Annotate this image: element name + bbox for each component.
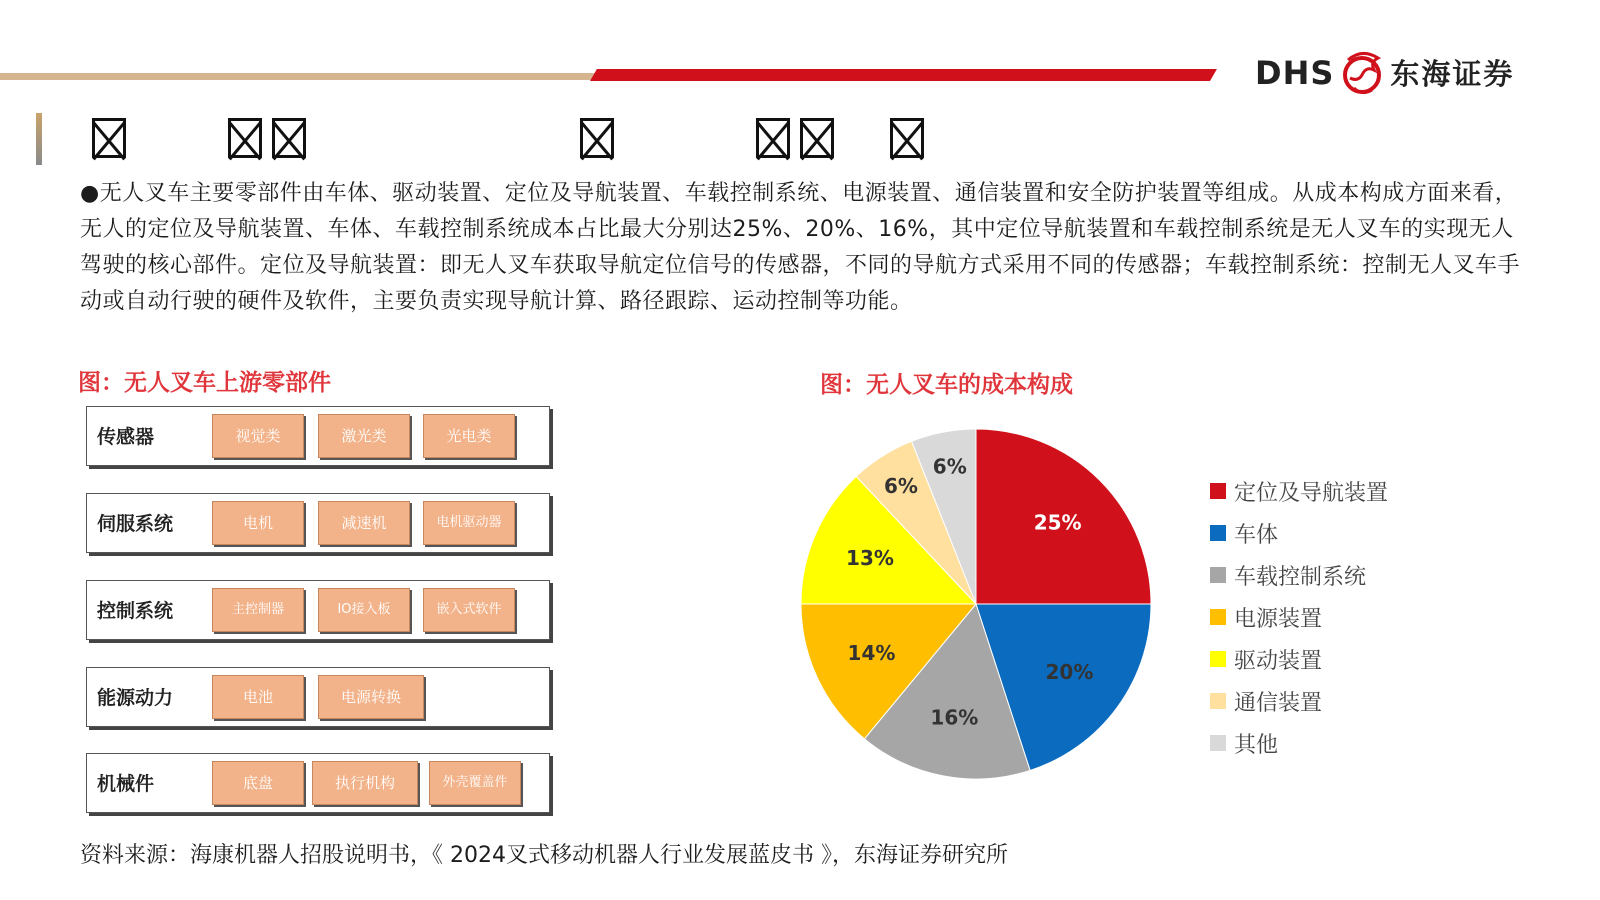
component-row	[86, 406, 550, 466]
legend-label: 车体	[1234, 522, 1279, 548]
component-category: 能源动力	[97, 687, 174, 709]
component-item: 执行机构	[312, 761, 418, 805]
legend-label: 电源装置	[1234, 606, 1323, 632]
missing-glyph-box	[580, 118, 614, 158]
component-item: 外壳覆盖件	[429, 761, 521, 805]
component-category: 伺服系统	[97, 513, 174, 535]
component-item: 主控制器	[212, 588, 304, 632]
legend-item	[1210, 680, 1388, 722]
legend-label: 车载控制系统	[1234, 564, 1367, 590]
components-figure-title: 图：无人叉车上游零部件	[78, 370, 331, 396]
header-gold-bar	[0, 73, 600, 80]
legend-label: 其他	[1234, 732, 1279, 758]
legend-label: 驱动装置	[1234, 648, 1323, 674]
component-item: 电源转换	[318, 675, 424, 719]
legend-label: 通信装置	[1234, 690, 1323, 716]
component-row	[86, 580, 550, 640]
legend-swatch	[1210, 609, 1226, 625]
component-row	[86, 753, 550, 813]
legend-swatch	[1210, 735, 1226, 751]
logo-chinese-text: 东海证券	[1390, 57, 1515, 91]
component-item: 减速机	[318, 501, 410, 545]
legend-item	[1210, 512, 1388, 554]
legend-item	[1210, 638, 1388, 680]
component-row	[86, 667, 550, 727]
logo-latin-text: DHS	[1255, 53, 1335, 92]
chart-title: 图：无人叉车的成本构成	[820, 372, 1073, 398]
title-accent-bar	[36, 113, 42, 165]
component-item: 电机	[212, 501, 304, 545]
component-item: 激光类	[318, 414, 410, 458]
component-row	[86, 493, 550, 553]
legend-item	[1210, 596, 1388, 638]
missing-glyph-box	[890, 118, 924, 158]
legend-swatch	[1210, 693, 1226, 709]
legend-item	[1210, 722, 1388, 764]
chart-legend	[1210, 470, 1388, 764]
intro-paragraph: ●无人叉车主要零部件由车体、驱动装置、定位及导航装置、车载控制系统、电源装置、通信装置和安全防护装置等组成。从成本构成方面来看，无人的定位及导航装置、车体、车载控制系统成本占比最大分别达25%、20%、16%，其中定位导航装置和车载控制系统是无人叉车的实现无人驾驶的核心部件。定位及导航装置：即无人叉车获取导航定位信号的传感器，不同的导航方式采用不同的传感器；车载控制系统：控制无人叉车手动或自动行驶的硬件及软件，主要负责实现导航计算、路径跟踪、运动控制等功能。	[80, 181, 1521, 314]
missing-glyph-box	[228, 118, 262, 158]
pie-data-label: 13%	[846, 546, 894, 571]
missing-glyph-box	[272, 118, 306, 158]
pie-data-label: 25%	[1033, 510, 1082, 535]
header-red-bar	[590, 69, 1217, 81]
component-item: 嵌入式软件	[423, 588, 515, 632]
legend-swatch	[1210, 525, 1226, 541]
component-category: 控制系统	[97, 600, 174, 622]
pie-data-label: 20%	[1045, 659, 1094, 684]
legend-swatch	[1210, 483, 1226, 499]
missing-glyph-box	[92, 118, 126, 158]
component-item: 视觉类	[212, 414, 304, 458]
source-note: 资料来源：海康机器人招股说明书，《 2024叉式移动机器人行业发展蓝皮书 》，东海证券研究所	[80, 843, 1008, 868]
missing-glyph-box	[756, 118, 790, 158]
component-item: 电池	[212, 675, 304, 719]
pie-data-label: 6%	[883, 473, 918, 498]
legend-item	[1210, 554, 1388, 596]
legend-item	[1210, 470, 1388, 512]
pie-data-label: 16%	[930, 705, 979, 730]
pie-data-label: 6%	[932, 454, 967, 479]
slide-title-missing-glyphs	[92, 118, 952, 166]
cost-pie-chart	[780, 410, 1200, 810]
component-category: 机械件	[97, 773, 155, 795]
missing-glyph-box	[800, 118, 834, 158]
component-category: 传感器	[97, 426, 155, 448]
pie-data-label: 14%	[847, 641, 896, 666]
company-logo	[1255, 45, 1565, 100]
component-item: 光电类	[423, 414, 515, 458]
legend-label: 定位及导航装置	[1234, 480, 1389, 506]
component-item: 底盘	[212, 761, 304, 805]
component-item: 电机驱动器	[423, 501, 515, 545]
legend-swatch	[1210, 567, 1226, 583]
dragon-logo-icon	[1340, 48, 1384, 98]
legend-swatch	[1210, 651, 1226, 667]
component-item: IO接入板	[318, 588, 410, 632]
